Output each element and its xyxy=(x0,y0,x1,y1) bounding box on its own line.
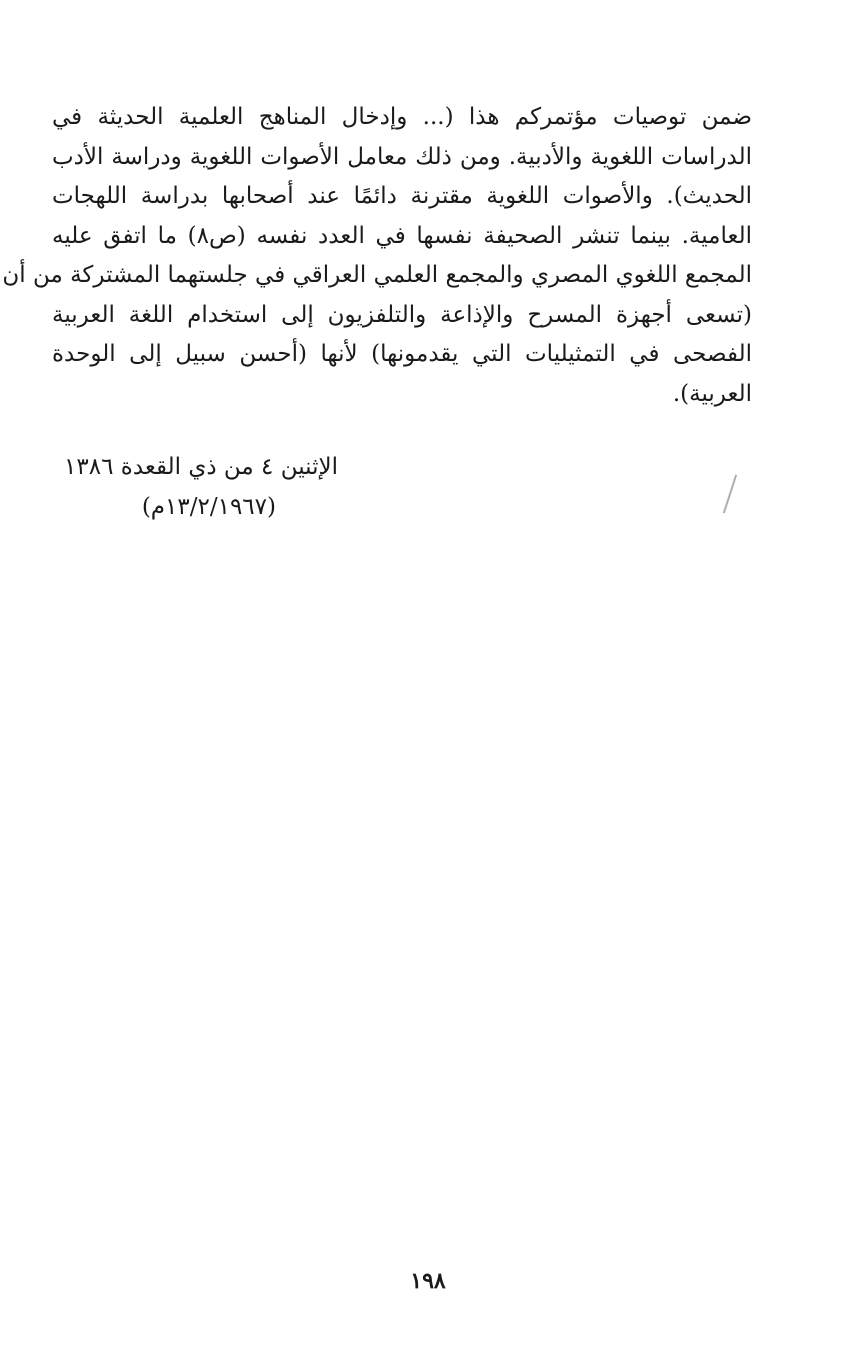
stray-pen-mark xyxy=(723,475,737,514)
text-line-6: (تسعى أجهزة المسرح والإذاعة والتلفزيون إلى استخدام اللغة العربية xyxy=(52,301,752,328)
date-signature xyxy=(50,447,338,527)
text-line-7: الفصحى في التمثيليات التي يقدمونها) لأنها (أحسن سبيل إلى الوحدة xyxy=(52,341,752,367)
text-line-1: ضمن توصيات مؤتمركم هذا (... وإدخال المناهج العلمية الحديثة في xyxy=(52,104,752,130)
hijri-date: الإثنين ٤ من ذي القعدة ١٣٨٦ xyxy=(64,454,338,480)
text-line-3: الحديث). والأصوات اللغوية مقترنة دائمًا عند أصحابها بدراسة اللهجات xyxy=(52,183,752,209)
text-line-4: العامية. بينما تنشر الصحيفة نفسها في العدد نفسه (ص٨) ما اتفق عليه xyxy=(52,222,753,249)
text-line-8: العربية). xyxy=(672,380,752,407)
page-number: ١٩٨ xyxy=(410,1268,446,1294)
text-line-5: المجمع اللغوي المصري والمجمع العلمي العراقي في جلستهما المشتركة من أن xyxy=(2,262,752,288)
text-line-2: الدراسات اللغوية والأدبية. ومن ذلك معامل الأصوات اللغوية ودراسة الأدب xyxy=(52,143,752,170)
gregorian-date: (١٣/٢/١٩٦٧م) xyxy=(141,494,276,520)
body-paragraph xyxy=(2,98,753,414)
